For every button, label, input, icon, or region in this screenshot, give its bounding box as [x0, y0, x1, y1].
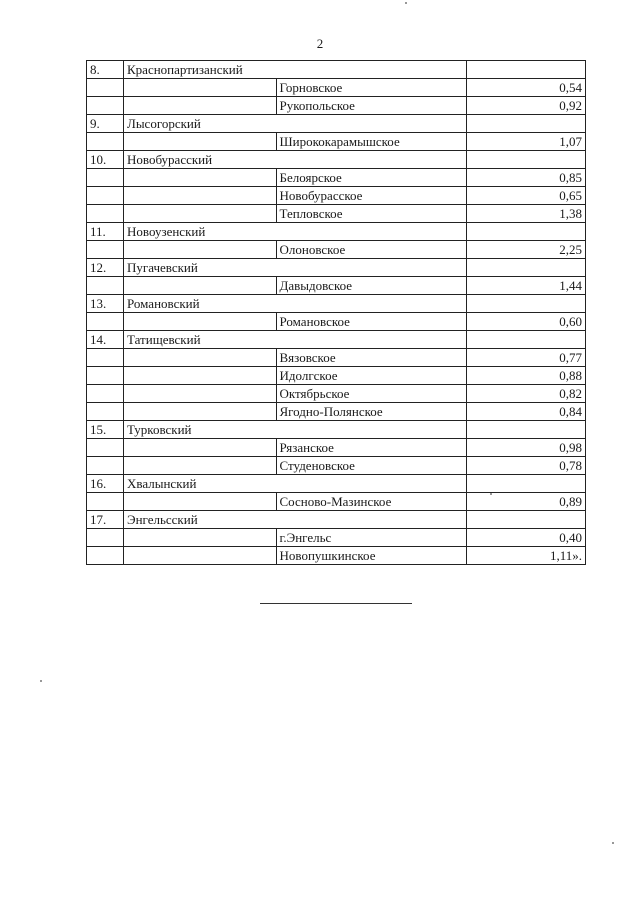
- empty-cell: [87, 97, 124, 115]
- district-number: 10.: [87, 151, 124, 169]
- settlement-row: [87, 241, 586, 259]
- empty-cell: [124, 349, 277, 367]
- settlement-name: Ширококарамышское: [276, 133, 467, 151]
- empty-cell: [276, 151, 467, 169]
- settlement-name: Вязовское: [276, 349, 467, 367]
- empty-cell: [87, 457, 124, 475]
- empty-cell: [124, 403, 277, 421]
- district-name: Романовский: [124, 295, 277, 313]
- district-row: [87, 115, 586, 133]
- empty-cell: [124, 367, 277, 385]
- settlement-name: Горновское: [276, 79, 467, 97]
- empty-cell: [124, 79, 277, 97]
- district-number: 17.: [87, 511, 124, 529]
- page-number: 2: [316, 36, 324, 51]
- settlement-name: Тепловское: [276, 205, 467, 223]
- empty-cell: [87, 547, 124, 565]
- empty-cell: [276, 295, 467, 313]
- settlement-name: Октябрьское: [276, 385, 467, 403]
- empty-cell: [87, 385, 124, 403]
- empty-cell: [124, 277, 277, 295]
- end-divider-line: [260, 603, 412, 604]
- empty-cell: [124, 241, 277, 259]
- empty-cell: [467, 475, 586, 493]
- settlement-row: [87, 169, 586, 187]
- empty-cell: [124, 187, 277, 205]
- settlement-row: [87, 349, 586, 367]
- empty-cell: [467, 511, 586, 529]
- settlement-name: Рязанское: [276, 439, 467, 457]
- coefficient-value: 0,40: [467, 529, 586, 547]
- district-name: Хвалынский: [124, 475, 277, 493]
- coefficient-value: 1,11».: [467, 547, 586, 565]
- district-coefficient-table: [86, 60, 586, 565]
- empty-cell: [276, 61, 467, 79]
- settlement-row: [87, 187, 586, 205]
- empty-cell: [87, 79, 124, 97]
- empty-cell: [276, 511, 467, 529]
- empty-cell: [87, 403, 124, 421]
- empty-cell: [87, 187, 124, 205]
- empty-cell: [276, 475, 467, 493]
- coefficient-value: 0,77: [467, 349, 586, 367]
- settlement-name: Романовское: [276, 313, 467, 331]
- empty-cell: [87, 529, 124, 547]
- empty-cell: [87, 313, 124, 331]
- coefficient-value: 0,85: [467, 169, 586, 187]
- empty-cell: [87, 133, 124, 151]
- district-row: [87, 61, 586, 79]
- district-number: 16.: [87, 475, 124, 493]
- district-name: Новобурасский: [124, 151, 277, 169]
- settlement-row: [87, 403, 586, 421]
- coefficient-value: 1,38: [467, 205, 586, 223]
- settlement-name: Новопушкинское: [276, 547, 467, 565]
- empty-cell: [467, 295, 586, 313]
- empty-cell: [87, 439, 124, 457]
- coefficient-value: 1,44: [467, 277, 586, 295]
- coefficient-value: 2,25: [467, 241, 586, 259]
- empty-cell: [124, 385, 277, 403]
- empty-cell: [124, 547, 277, 565]
- settlement-row: [87, 493, 586, 511]
- coefficient-value: 0,88: [467, 367, 586, 385]
- empty-cell: [276, 259, 467, 277]
- district-name: Лысогорский: [124, 115, 277, 133]
- district-name: Краснопартизанский: [124, 61, 277, 79]
- district-row: [87, 475, 586, 493]
- empty-cell: [124, 313, 277, 331]
- district-name: Энгельсский: [124, 511, 277, 529]
- coefficient-value: 0,89: [467, 493, 586, 511]
- coefficient-value: 0,65: [467, 187, 586, 205]
- district-name: Пугачевский: [124, 259, 277, 277]
- district-number: 9.: [87, 115, 124, 133]
- empty-cell: [87, 349, 124, 367]
- district-number: 14.: [87, 331, 124, 349]
- district-row: [87, 421, 586, 439]
- settlement-row: [87, 457, 586, 475]
- district-name: Турковский: [124, 421, 277, 439]
- settlement-row: [87, 367, 586, 385]
- empty-cell: [87, 493, 124, 511]
- scan-speck: [40, 680, 42, 682]
- empty-cell: [467, 421, 586, 439]
- settlement-name: Рукопольское: [276, 97, 467, 115]
- empty-cell: [87, 241, 124, 259]
- settlement-row: [87, 79, 586, 97]
- empty-cell: [124, 205, 277, 223]
- scan-speck: [405, 2, 407, 4]
- empty-cell: [124, 493, 277, 511]
- empty-cell: [124, 133, 277, 151]
- empty-cell: [276, 331, 467, 349]
- settlement-name: Идолгское: [276, 367, 467, 385]
- district-number: 11.: [87, 223, 124, 241]
- district-number: 13.: [87, 295, 124, 313]
- district-number: 12.: [87, 259, 124, 277]
- settlement-name: Сосново-Мазинское: [276, 493, 467, 511]
- district-name: Новоузенский: [124, 223, 277, 241]
- settlement-row: [87, 547, 586, 565]
- scan-speck: [612, 842, 614, 844]
- settlement-name: Олоновское: [276, 241, 467, 259]
- empty-cell: [87, 169, 124, 187]
- district-row: [87, 331, 586, 349]
- settlement-row: [87, 439, 586, 457]
- empty-cell: [87, 367, 124, 385]
- district-row: [87, 295, 586, 313]
- settlement-name: Давыдовское: [276, 277, 467, 295]
- district-row: [87, 259, 586, 277]
- empty-cell: [467, 151, 586, 169]
- settlement-row: [87, 277, 586, 295]
- empty-cell: [124, 457, 277, 475]
- settlement-row: [87, 205, 586, 223]
- empty-cell: [124, 97, 277, 115]
- empty-cell: [276, 223, 467, 241]
- empty-cell: [87, 205, 124, 223]
- empty-cell: [467, 331, 586, 349]
- settlement-name: Ягодно-Полянское: [276, 403, 467, 421]
- settlement-row: [87, 133, 586, 151]
- coefficient-value: 0,98: [467, 439, 586, 457]
- empty-cell: [276, 115, 467, 133]
- settlement-row: [87, 97, 586, 115]
- coefficient-value: 0,92: [467, 97, 586, 115]
- empty-cell: [124, 439, 277, 457]
- coefficient-value: 1,07: [467, 133, 586, 151]
- settlement-name: г.Энгельс: [276, 529, 467, 547]
- table-body: [87, 61, 586, 565]
- settlement-name: Новобурасское: [276, 187, 467, 205]
- empty-cell: [467, 61, 586, 79]
- district-name: Татищевский: [124, 331, 277, 349]
- settlement-row: [87, 385, 586, 403]
- scan-speck: [490, 493, 492, 495]
- coefficient-value: 0,54: [467, 79, 586, 97]
- settlement-row: [87, 529, 586, 547]
- empty-cell: [467, 223, 586, 241]
- settlement-name: Студеновское: [276, 457, 467, 475]
- empty-cell: [467, 259, 586, 277]
- district-row: [87, 223, 586, 241]
- district-number: 15.: [87, 421, 124, 439]
- empty-cell: [124, 169, 277, 187]
- empty-cell: [276, 421, 467, 439]
- district-row: [87, 151, 586, 169]
- empty-cell: [87, 277, 124, 295]
- settlement-name: Белоярское: [276, 169, 467, 187]
- settlement-row: [87, 313, 586, 331]
- district-number: 8.: [87, 61, 124, 79]
- district-row: [87, 511, 586, 529]
- coefficient-value: 0,82: [467, 385, 586, 403]
- coefficient-value: 0,78: [467, 457, 586, 475]
- empty-cell: [124, 529, 277, 547]
- empty-cell: [467, 115, 586, 133]
- coefficient-value: 0,84: [467, 403, 586, 421]
- coefficient-value: 0,60: [467, 313, 586, 331]
